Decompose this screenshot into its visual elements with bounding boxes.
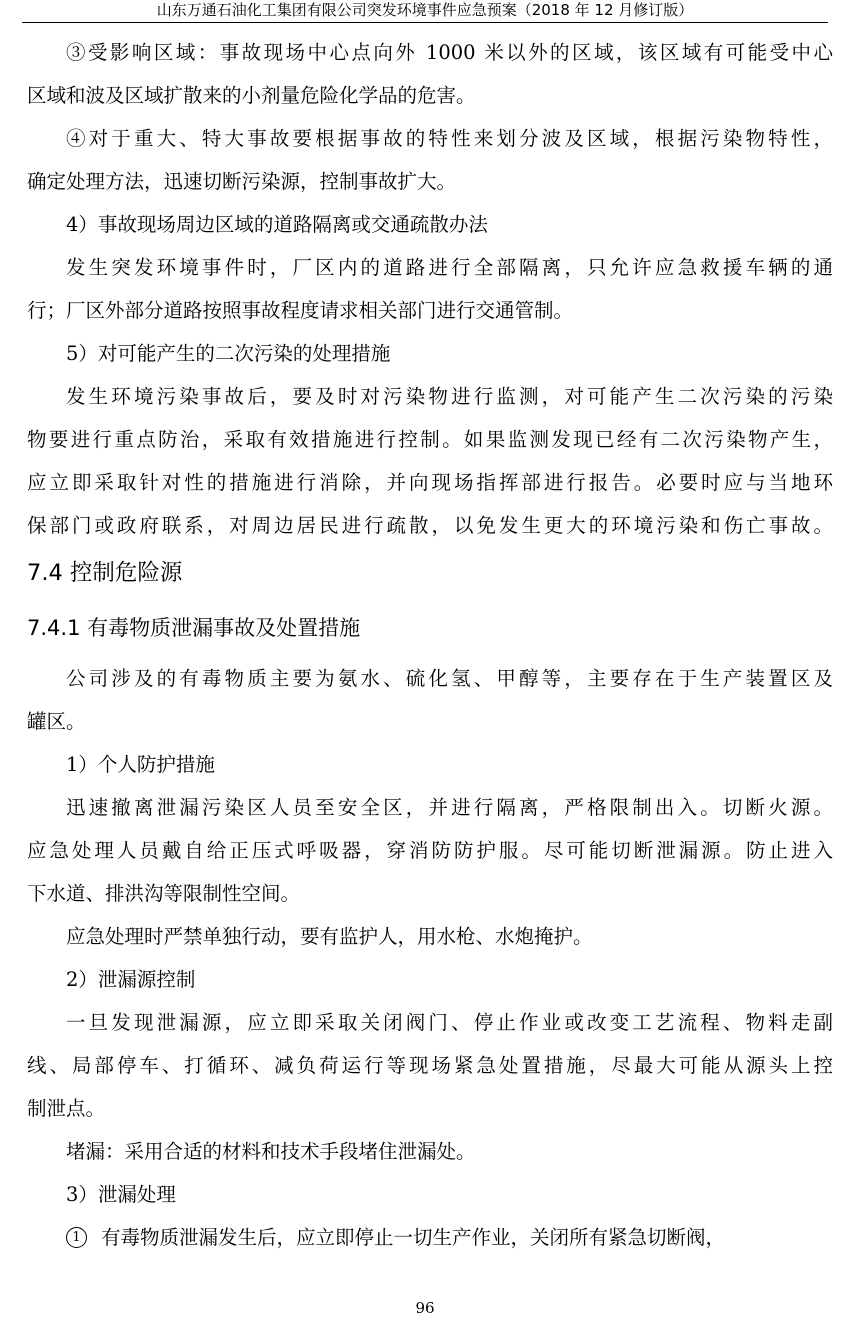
- paragraph-line: 下水道、排洪沟等限制性空间。: [27, 882, 301, 905]
- paragraph-line: 应立即采取针对性的措施进行消除，并向现场指挥部进行报告。必要时应与当地环: [27, 471, 833, 494]
- section-heading: 7.4 控制危险源: [27, 560, 183, 586]
- paragraph-line: 公司涉及的有毒物质主要为氨水、硫化氢、甲醇等，主要存在于生产装置区及: [66, 667, 833, 690]
- paragraph-line: 迅速撤离泄漏污染区人员至安全区，并进行隔离，严格限制出入。切断火源。: [66, 796, 833, 819]
- list-heading: 4）事故现场周边区域的道路隔离或交通疏散办法: [66, 213, 488, 236]
- header-title: 山东万通石油化工集团有限公司突发环境事件应急预案（2018 年 12 月修订版）: [156, 1, 694, 19]
- subsection-heading: 7.4.1 有毒物质泄漏事故及处置措施: [27, 616, 361, 640]
- paragraph-line: 制泄点。: [27, 1097, 106, 1120]
- paragraph-line: 堵漏：采用合适的材料和技术手段堵住泄漏处。: [66, 1140, 476, 1163]
- list-heading: 3）泄漏处理: [66, 1183, 176, 1206]
- paragraph-line: 区域和波及区域扩散来的小剂量危险化学品的危害。: [27, 84, 476, 107]
- list-heading: 5）对可能产生的二次污染的处理措施: [66, 342, 391, 365]
- list-heading: 1）个人防护措施: [66, 753, 215, 776]
- paragraph-line: 确定处理方法，迅速切断污染源，控制事故扩大。: [27, 170, 457, 193]
- paragraph-line: 物要进行重点防治，采取有效措施进行控制。如果监测发现已经有二次污染物产生，: [27, 428, 833, 451]
- paragraph-line: 发生环境污染事故后，要及时对污染物进行监测，对可能产生二次污染的污染: [66, 385, 833, 408]
- paragraph-line: 应急处理人员戴自给正压式呼吸器，穿消防防护服。尽可能切断泄漏源。防止进入: [27, 839, 833, 862]
- circled-number: 1: [66, 1227, 87, 1248]
- paragraph-line: ④对于重大、特大事故要根据事故的特性来划分波及区域，根据污染物特性，: [66, 127, 833, 150]
- paragraph-line: ③受影响区域：事故现场中心点向外 1000 米以外的区域，该区域有可能受中心: [66, 41, 833, 64]
- paragraph-line: 行；厂区外部分道路按照事故程度请求相关部门进行交通管制。: [27, 299, 574, 322]
- paragraph-line: 线、局部停车、打循环、减负荷运行等现场紧急处置措施，尽最大可能从源头上控: [27, 1054, 833, 1077]
- page-number: 96: [415, 1299, 435, 1317]
- numbered-item: [27, 1216, 833, 1259]
- list-heading: 2）泄漏源控制: [66, 968, 196, 991]
- paragraph-line: 应急处理时严禁单独行动，要有监护人，用水枪、水炮掩护。: [66, 925, 593, 948]
- paragraph-line: 发生突发环境事件时，厂区内的道路进行全部隔离，只允许应急救援车辆的通: [66, 256, 833, 279]
- numbered-item-text: 有毒物质泄漏发生后，应立即停止一切生产作业，关闭所有紧急切断阀，: [101, 1226, 726, 1249]
- page-header: [22, 0, 828, 23]
- paragraph-line: 一旦发现泄漏源，应立即采取关闭阀门、停止作业或改变工艺流程、物料走副: [66, 1011, 833, 1034]
- paragraph-line: 罐区。: [27, 710, 86, 733]
- document-body: [27, 31, 833, 1259]
- paragraph-line: 保部门或政府联系，对周边居民进行疏散，以免发生更大的环境污染和伤亡事故。: [27, 514, 833, 537]
